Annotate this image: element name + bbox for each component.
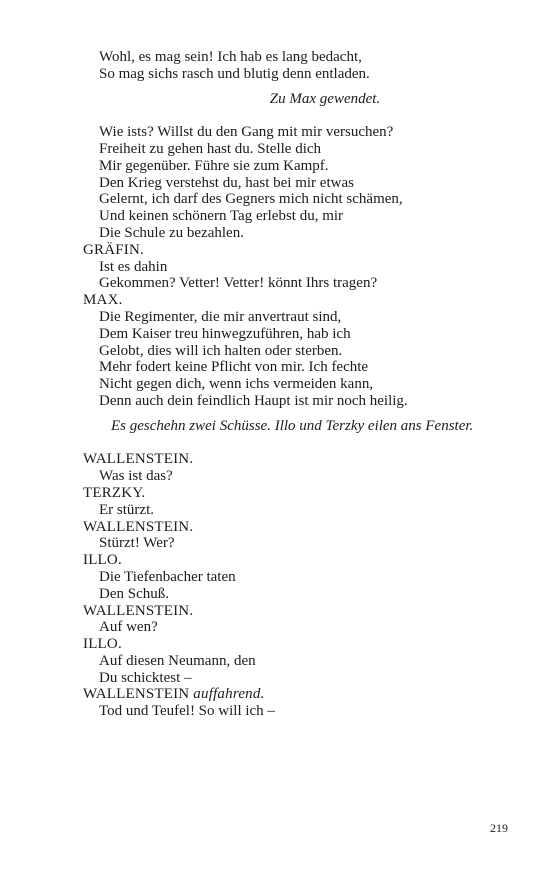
verse-line: Ist es dahin <box>99 258 168 275</box>
speaker-name: TERZKY. <box>83 484 146 501</box>
verse-line: Gelernt, ich darf des Gegners mich nicht schämen, <box>99 191 403 208</box>
verse-line: Den Krieg verstehst du, hast bei mir etwas <box>99 174 354 191</box>
verse-line: Den Schuß. <box>99 585 169 602</box>
verse-line: Freiheit zu gehen hast du. Stelle dich <box>99 140 322 157</box>
speaker-name: ILLO. <box>83 636 122 653</box>
verse-line: Gelobt, dies will ich halten oder sterben. <box>99 342 343 359</box>
verse-line: Tod und Teufel! So will ich – <box>99 703 275 720</box>
speaker-name: MAX. <box>83 292 123 309</box>
play-text <box>83 49 503 720</box>
verse-line: Was ist das? <box>99 468 173 485</box>
verse-line: Nicht gegen dich, wenn ichs vermeiden kann, <box>99 376 374 393</box>
speaker-name: GRÄFIN. <box>83 241 144 258</box>
speaker-name: WALLENSTEIN. <box>83 518 194 535</box>
verse-line: Auf diesen Neumann, den <box>99 652 256 669</box>
verse-line: Die Regimenter, die mir anvertraut sind, <box>99 308 342 325</box>
page-number: 219 <box>490 821 508 835</box>
stage-direction: Zu Max gewendet. <box>269 90 381 107</box>
verse-line: Wie ists? Willst du den Gang mit mir versuchen? <box>99 124 394 141</box>
verse-line: Stürzt! Wer? <box>99 535 175 552</box>
speaker-name: ILLO. <box>83 552 122 569</box>
verse-line: Die Schule zu bezahlen. <box>99 224 244 241</box>
verse-line: Mir gegenüber. Führe sie zum Kampf. <box>99 157 329 174</box>
verse-line: Wohl, es mag sein! Ich hab es lang bedacht, <box>99 49 362 65</box>
speaker-name: WALLENSTEIN. <box>83 602 194 619</box>
inline-stage-direction: auffahrend. <box>193 686 265 703</box>
verse-line: Er stürzt. <box>99 501 154 518</box>
verse-line: Mehr fodert keine Pflicht von mir. Ich fechte <box>99 359 369 376</box>
verse-line: Gekommen? Vetter! Vetter! könnt Ihrs tragen? <box>99 275 378 292</box>
verse-line: Dem Kaiser treu hinwegzuführen, hab ich <box>99 325 351 342</box>
verse-line: Auf wen? <box>99 619 158 636</box>
speaker-name: WALLENSTEIN <box>83 686 190 703</box>
speaker-line <box>83 686 503 703</box>
verse-line: So mag sichs rasch und blutig denn entladen. <box>99 65 370 82</box>
verse-line: Denn auch dein feindlich Haupt ist mir noch heilig. <box>99 392 408 409</box>
verse-line: Die Tiefenbacher taten <box>99 568 236 585</box>
verse-line: Du schicktest – <box>99 669 192 686</box>
speaker-name: WALLENSTEIN. <box>83 451 194 468</box>
verse-line: Und keinen schönern Tag erlebst du, mir <box>99 208 344 225</box>
stage-direction: Es geschehn zwei Schüsse. Illo und Terzky eilen ans Fenster. <box>111 417 474 434</box>
